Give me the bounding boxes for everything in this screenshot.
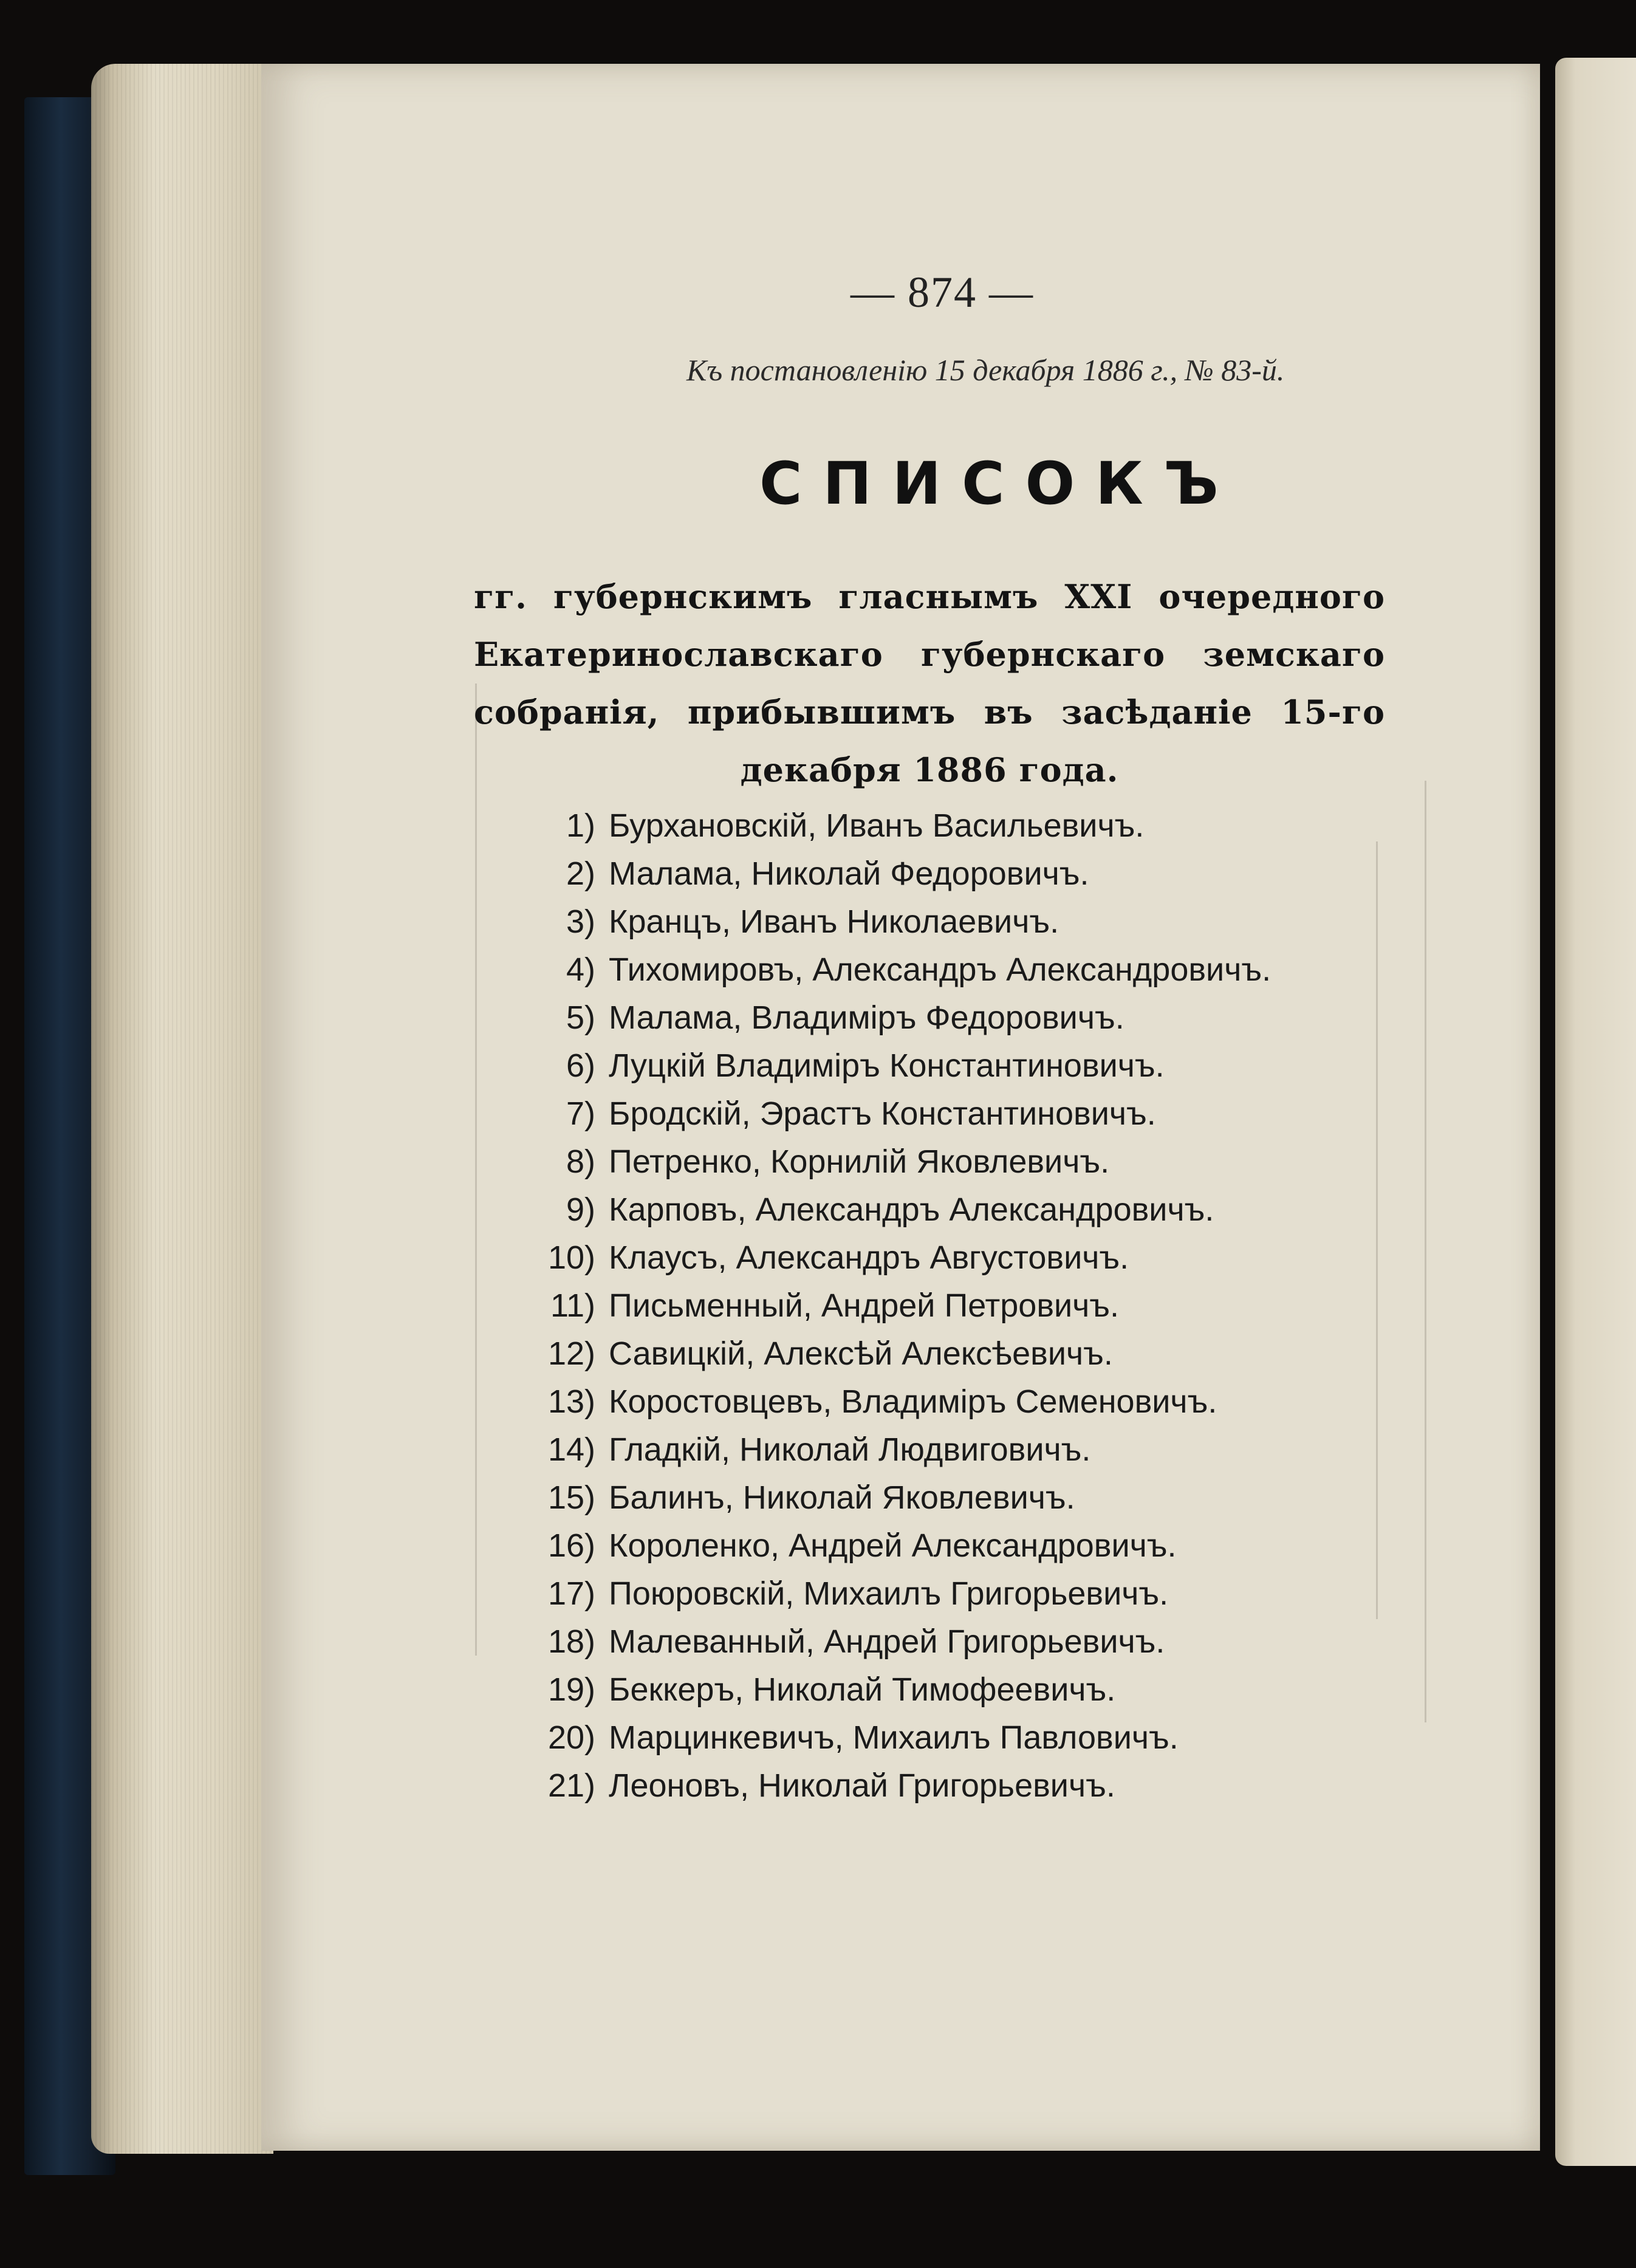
member-name: Луцкій Владиміръ Константиновичъ.: [609, 1047, 1165, 1084]
item-number: 2): [566, 855, 595, 892]
member-name: Малама, Николай Федоровичъ.: [609, 855, 1089, 892]
list-item: [535, 1378, 1373, 1426]
list-item: [535, 994, 1373, 1042]
member-list: [535, 802, 1373, 1810]
list-item: [535, 1618, 1373, 1666]
list-item: [535, 802, 1373, 850]
member-name: Кранцъ, Иванъ Николаевичъ.: [609, 903, 1059, 940]
member-name: Бурхановскій, Иванъ Васильевичъ.: [609, 807, 1145, 844]
list-item: [535, 1522, 1373, 1570]
item-number: 18): [547, 1623, 595, 1660]
item-number: 20): [547, 1719, 595, 1756]
member-name: Марцинкевичъ, Михаилъ Павловичъ.: [609, 1719, 1179, 1756]
member-name: Малеванный, Андрей Григорьевичъ.: [609, 1623, 1165, 1660]
list-item: [535, 1570, 1373, 1618]
list-item: [535, 946, 1373, 994]
item-number: 4): [566, 951, 595, 988]
item-number: 12): [547, 1335, 595, 1372]
page-edges: [91, 64, 273, 2154]
list-description: гг. губернскимъ гласнымъ XXI очередного Екатеринославскаго губернскаго земскаго собранія, прибывшимъ въ засѣданіе 15-го декабря 1886 года.: [474, 577, 1385, 789]
page-number: — 874 —: [851, 268, 1034, 317]
item-number: 15): [547, 1479, 595, 1516]
list-item: [535, 1714, 1373, 1762]
item-number: 13): [547, 1383, 595, 1420]
list-item: [535, 1330, 1373, 1378]
decree-reference: Къ постановленію 15 декабря 1886 г., № 83-й.: [686, 353, 1285, 387]
list-item: [535, 850, 1373, 898]
member-name: Савицкій, Алексѣй Алексѣевичъ.: [609, 1335, 1113, 1372]
page-title: СПИСОКЪ: [759, 450, 1239, 518]
item-number: 16): [547, 1527, 595, 1564]
member-name: Поюровскій, Михаилъ Григорьевичъ.: [609, 1575, 1169, 1612]
list-item: [535, 1762, 1373, 1810]
list-item: [535, 1426, 1373, 1474]
item-number: 11): [550, 1287, 595, 1324]
member-name: Беккеръ, Николай Тимофеевичъ.: [609, 1671, 1116, 1708]
list-item: [535, 1138, 1373, 1186]
member-name: Клаусъ, Александръ Августовичъ.: [609, 1239, 1129, 1276]
member-name: Карповъ, Александръ Александровичъ.: [609, 1191, 1214, 1228]
list-item: [535, 1042, 1373, 1090]
item-number: 17): [547, 1575, 595, 1612]
list-item: [535, 1186, 1373, 1234]
item-number: 1): [566, 807, 595, 844]
item-number: 9): [566, 1191, 595, 1228]
item-number: 5): [566, 999, 595, 1036]
list-item: [535, 1474, 1373, 1522]
member-name: Бродскій, Эрастъ Константиновичъ.: [609, 1095, 1156, 1132]
member-name: Короленко, Андрей Александровичъ.: [609, 1527, 1177, 1564]
member-name: Малама, Владиміръ Федоровичъ.: [609, 999, 1124, 1036]
list-item: [535, 898, 1373, 946]
item-number: 19): [547, 1671, 595, 1708]
item-number: 8): [566, 1143, 595, 1180]
item-number: 3): [566, 903, 595, 940]
item-number: 14): [547, 1431, 595, 1468]
member-name: Балинъ, Николай Яковлевичъ.: [609, 1479, 1075, 1516]
list-item: [535, 1234, 1373, 1282]
list-item: [535, 1090, 1373, 1138]
member-name: Письменный, Андрей Петровичъ.: [609, 1287, 1120, 1324]
item-number: 7): [566, 1095, 595, 1132]
list-item: [535, 1666, 1373, 1714]
member-name: Тихомировъ, Александръ Александровичъ.: [609, 951, 1271, 988]
list-item: [535, 1282, 1373, 1330]
member-name: Гладкій, Николай Людвиговичъ.: [609, 1431, 1091, 1468]
item-number: 21): [547, 1767, 595, 1804]
member-name: Леоновъ, Николай Григорьевичъ.: [609, 1767, 1115, 1804]
adjacent-page: [1555, 58, 1636, 2166]
member-name: Петренко, Корнилій Яковлевичъ.: [609, 1143, 1110, 1180]
member-name: Коростовцевъ, Владиміръ Семеновичъ.: [609, 1383, 1217, 1420]
item-number: 6): [566, 1047, 595, 1084]
item-number: 10): [547, 1239, 595, 1276]
